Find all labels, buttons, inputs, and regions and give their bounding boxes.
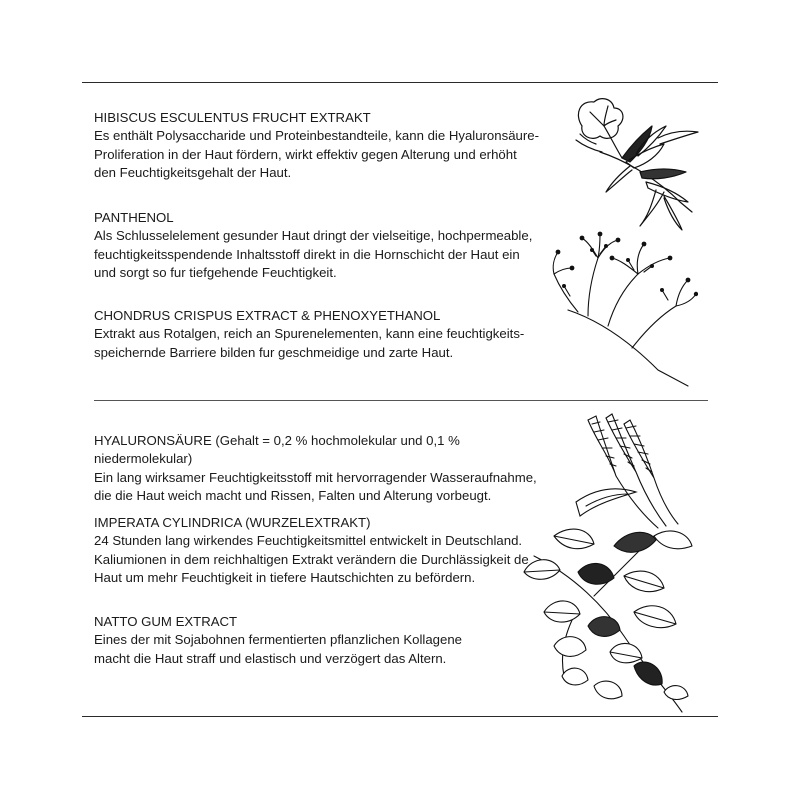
ingredient-title: IMPERATA CYLINDRICA (WURZELEXTRAKT) xyxy=(94,515,371,530)
ingredient-description: Ein lang wirksamer Feuchtigkeitsstoff mit hervorragender Wasseraufnahme, die die Haut weich macht und Rissen, Falten und Alterung vorbeugt. xyxy=(94,469,537,504)
ingredient-description: Extrakt aus Rotalgen, reich an Spurenelementen, kann eine feuchtigkeits- speichernde Barriere bilden fur geschmeidige und zarte Haut. xyxy=(94,326,525,360)
flowering-stem-icon xyxy=(548,230,698,390)
ingredient-title: HYALURONSÄURE (Gehalt = 0,2 % hochmolekular und 0,1 % niedermolekular) xyxy=(94,433,460,467)
ingredient-description: Als Schlusselelement gesunder Haut dringt der vielseitige, hochpermeable, feuchtigkeitsspendende Inhaltsstoff direkt in die Hornschicht der Haut ein und sorgt so fur tiefgehende Feuchtigkeit. xyxy=(94,228,533,281)
bottom-divider xyxy=(82,716,718,717)
ingredient-natto xyxy=(94,613,550,668)
top-divider xyxy=(82,82,718,83)
ingredient-hyaluronic xyxy=(94,432,550,506)
ingredient-description: 24 Stunden lang wirkendes Feuchtigkeitsmittel entwickelt in Deutschland. Kaliumionen in dem reichhaltigen Extrakt verändern die Durchlässigkeit de Haut um mehr Feuchtigkeit in tiefere Hautschichten zu befördern. xyxy=(94,533,529,586)
ingredient-chondrus xyxy=(94,307,550,362)
ingredient-title: PANTHENOL xyxy=(94,210,174,225)
ingredient-hibiscus xyxy=(94,109,550,183)
leafy-branch-icon xyxy=(514,516,704,716)
ingredient-title: CHONDRUS CRISPUS EXTRACT & PHENOXYETHANOL xyxy=(94,308,441,323)
ingredient-imperata xyxy=(94,514,550,588)
grain-spikes-icon xyxy=(566,406,686,531)
ingredient-description: Eines der mit Sojabohnen fermentierten pflanzlichen Kollagene macht die Haut straff und elastisch und verzögert das Altern. xyxy=(94,632,463,666)
ingredient-description: Es enthält Polysaccharide und Proteinbestandteile, kann die Hyaluronsäure- Proliferation in der Haut fördern, wirkt effektiv gegen Alterung und erhöht den Feuchtigkeitsgehalt der Haut. xyxy=(94,128,539,181)
ingredient-title: HIBISCUS ESCULENTUS FRUCHT EXTRAKT xyxy=(94,110,371,125)
middle-divider xyxy=(94,400,708,401)
hibiscus-plant-icon xyxy=(560,92,720,232)
ingredient-panthenol xyxy=(94,209,550,283)
ingredient-title: NATTO GUM EXTRACT xyxy=(94,614,238,629)
